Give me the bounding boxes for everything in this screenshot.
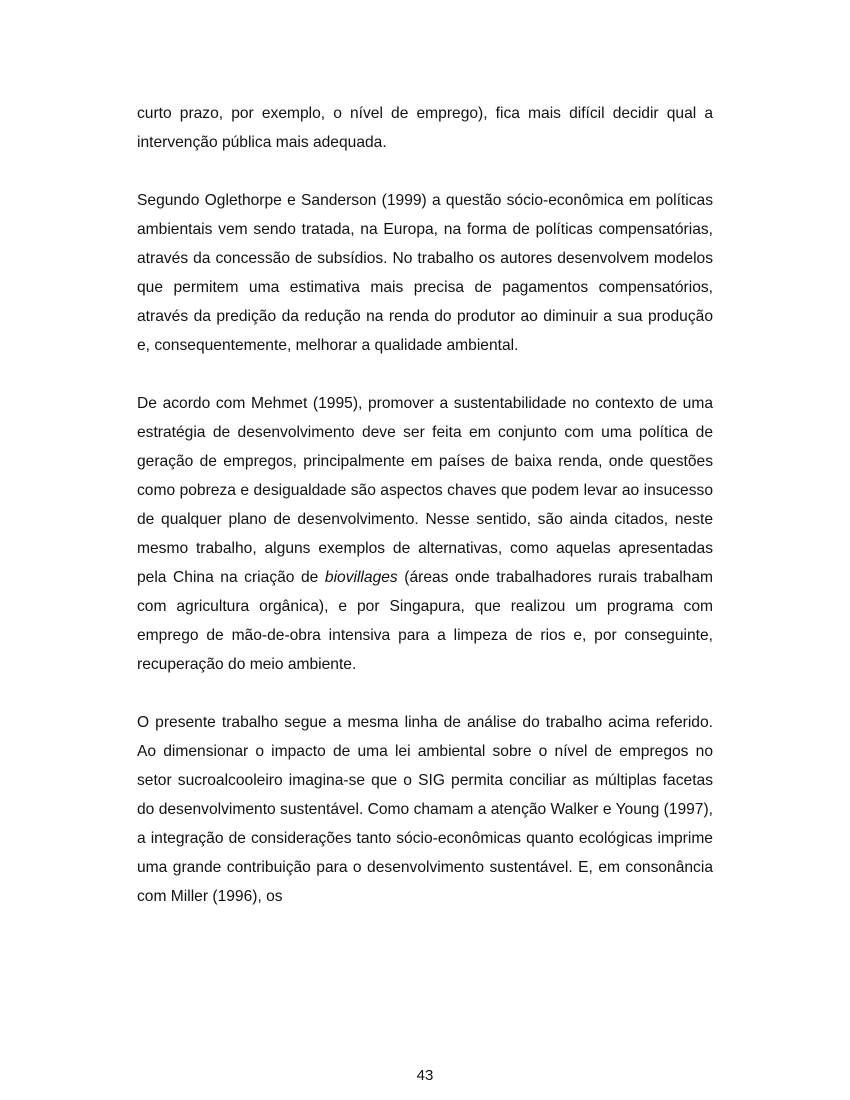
paragraph: O presente trabalho segue a mesma linha de análise do trabalho acima referido. Ao dimensionar o impacto de uma lei ambiental sobre o nível de empregos no setor sucroalcooleiro imagina-se que o SIG permita conciliar as múltiplas facetas do desenvolvimento sustentável. Como chamam a atenção Walker e Young (1997), a integração de considerações tanto sócio-econômicas quanto ecológicas imprime uma grande contribuição para o desenvolvimento sustentável. E, em consonância com Miller (1996), os	[137, 714, 713, 905]
paragraph-text: De acordo com Mehmet (1995), promover a sustentabilidade no contexto de uma estratégia de desenvolvimento deve ser feita em conjunto com uma política de geração de empregos, principalmente em países de baixa renda, onde questões como pobreza e desigualdade são aspectos chaves que podem levar ao insucesso de qualquer plano de desenvolvimento. Nesse sentido, são ainda citados, neste mesmo trabalho, alguns exemplos de alternativas, como aquelas apresentadas pela China na criação de	[137, 395, 713, 586]
page-body	[137, 99, 713, 940]
italic-term: biovillages	[324, 569, 398, 586]
paragraph: Segundo Oglethorpe e Sanderson (1999) a questão sócio-econômica em políticas ambientais vem sendo tratada, na Europa, na forma de políticas compensatórias, através da concessão de subsídios. No trabalho os autores desenvolvem modelos que permitem uma estimativa mais precisa de pagamentos compensatórios, através da predição da redução na renda do produtor ao diminuir a sua produção e, consequentemente, melhorar a qualidade ambiental.	[137, 192, 713, 354]
paragraph-text: (áreas onde trabalhadores rurais trabalham com agricultura orgânica), e por Singapura, que realizou um programa com emprego de mão-de-obra intensiva para a limpeza de rios e, por conseguinte, recuperação do meio ambiente.	[137, 569, 713, 673]
page-number: 43	[416, 1067, 434, 1084]
paragraph: curto prazo, por exemplo, o nível de emprego), fica mais difícil decidir qual a intervenção pública mais adequada.	[137, 105, 713, 151]
paragraph	[137, 389, 713, 679]
